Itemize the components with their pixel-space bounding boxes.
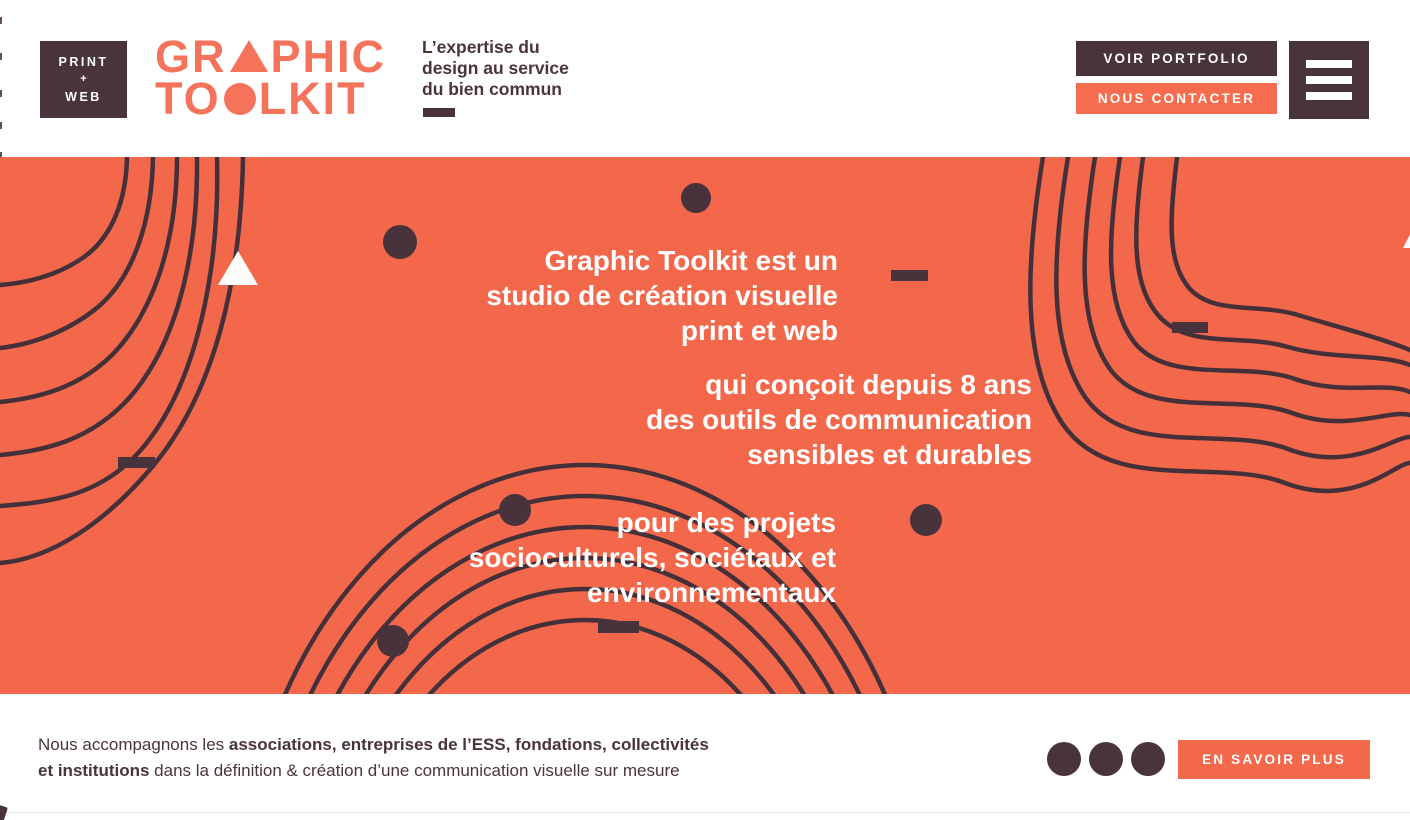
logo-triangle-icon [230, 40, 268, 72]
hero-text-block-3 [469, 505, 836, 610]
contour-pattern-left [0, 157, 243, 563]
footer-dot-shape [1047, 742, 1081, 776]
edge-tick [0, 90, 2, 97]
logo-circle-icon [224, 83, 256, 115]
voir-portfolio-button[interactable]: VOIR PORTFOLIO [1076, 41, 1277, 76]
logo-line-1: GR PHIC [155, 31, 387, 82]
hero-line: pour des projets [616, 507, 836, 538]
bottom-divider [0, 812, 1410, 813]
footer-text-bold: associations, entreprises de l’ESS, fondations, collectivités [228, 735, 709, 754]
footer-dot-shape [1089, 742, 1123, 776]
en-savoir-plus-button[interactable]: EN SAVOIR PLUS [1178, 740, 1370, 779]
nous-contacter-button[interactable]: NOUS CONTACTER [1076, 83, 1277, 114]
logo-line-2: TO LKIT [155, 73, 367, 124]
hero-line: studio de création visuelle [486, 280, 838, 311]
footer-text [38, 732, 758, 784]
hamburger-bar [1306, 60, 1352, 68]
hero-line: environnementaux [587, 577, 836, 608]
tagline-line: design au service [422, 58, 569, 78]
print-web-badge [40, 41, 127, 118]
hero-text-block-1 [486, 243, 838, 348]
hamburger-menu-button[interactable] [1289, 41, 1369, 119]
hero-line: Graphic Toolkit est un [544, 245, 838, 276]
hero-line: des outils de communication [646, 404, 1032, 435]
contour-pattern-right [1030, 157, 1410, 491]
hero-line: sensibles et durables [747, 439, 1032, 470]
tagline [422, 37, 569, 100]
footer-dot-shape [1131, 742, 1165, 776]
footer-text-normal: Nous accompagnons les [38, 735, 229, 754]
header [0, 0, 1410, 157]
edge-tick [0, 53, 2, 60]
badge-line-print: PRINT [58, 54, 109, 69]
hero-line: qui conçoit depuis 8 ans [705, 369, 1032, 400]
tagline-dash [423, 108, 455, 117]
edge-tick [0, 122, 2, 129]
footer-text-bold: et institutions [38, 761, 150, 780]
badge-plus: + [80, 73, 87, 85]
footer-text-normal: dans la définition & création d’une communication visuelle sur mesure [149, 761, 680, 780]
hamburger-bar [1306, 92, 1352, 100]
badge-line-web: WEB [65, 90, 102, 104]
hamburger-bar [1306, 76, 1352, 84]
hero-section [0, 157, 1410, 694]
hero-text-block-2 [646, 367, 1032, 472]
tagline-line: du bien commun [422, 79, 562, 99]
hero-line: socioculturels, sociétaux et [468, 542, 836, 573]
graphic-toolkit-logo[interactable] [155, 31, 387, 124]
tagline-line: L’expertise du [422, 37, 540, 57]
hero-line: print et web [680, 315, 838, 346]
edge-tick [0, 17, 2, 24]
